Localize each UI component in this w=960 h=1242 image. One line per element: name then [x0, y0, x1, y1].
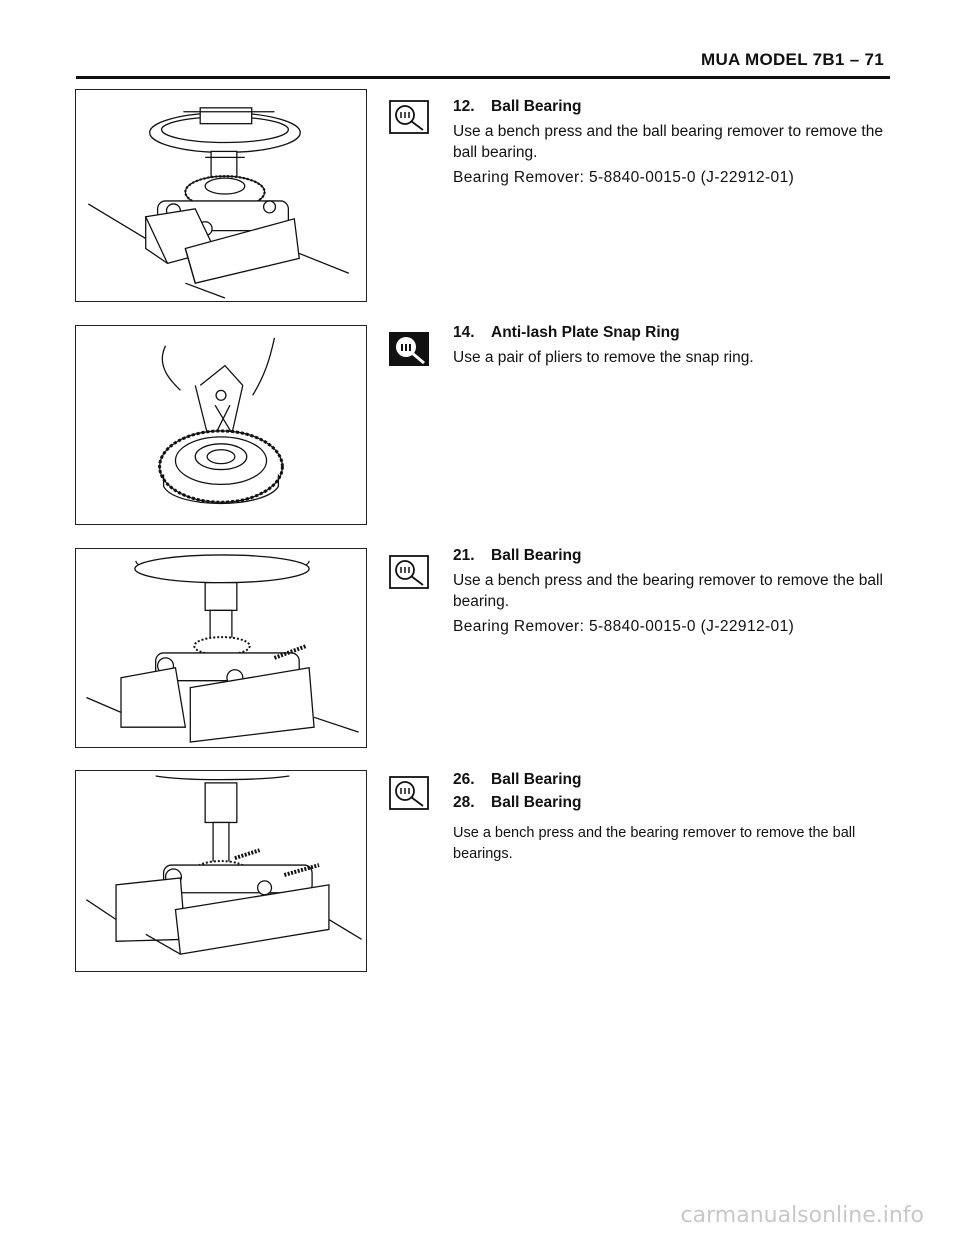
step-title: 14. Anti-lash Plate Snap Ring [453, 324, 680, 341]
remove-tool-icon [389, 776, 429, 810]
step-title: 28. Ball Bearing [453, 794, 582, 811]
step-instruction: Use a bench press and the bearing remover to remove the ball bearing. [453, 572, 883, 610]
remove-tool-icon [389, 100, 429, 134]
step-instruction: Use a pair of pliers to remove the snap ring. [453, 349, 754, 366]
bench-press-shaft-bearing-illustration [75, 548, 367, 748]
bench-press-gear-bearing-illustration [75, 89, 367, 302]
tool-spec: Bearing Remover: 5-8840-0015-0 (J-22912-01) [453, 618, 795, 635]
snap-ring-pliers-illustration [75, 325, 367, 525]
step-section-26-28 [453, 769, 903, 869]
page-header-title: MUA MODEL 7B1 – 71 [700, 50, 884, 69]
tool-spec: Bearing Remover: 5-8840-0015-0 (J-22912-01) [453, 169, 795, 186]
step-title: 21. Ball Bearing [453, 547, 582, 564]
step-title: 26. Ball Bearing [453, 771, 582, 788]
remove-tool-icon-filled [389, 332, 429, 366]
step-section-12 [453, 96, 903, 188]
step-instruction: Use a bench press and the ball bearing remover to remove the ball bearing. [453, 123, 883, 161]
header-rule [76, 76, 890, 79]
remove-tool-icon [389, 555, 429, 589]
step-title: 12. Ball Bearing [453, 98, 582, 115]
bench-press-bearings-illustration [75, 770, 367, 972]
watermark-text: carmanualsonline.info [680, 1203, 924, 1228]
step-section-21 [453, 545, 903, 637]
step-instruction: Use a bench press and the bearing remover to remove the ball bearings. [453, 825, 856, 862]
step-section-14 [453, 322, 903, 372]
